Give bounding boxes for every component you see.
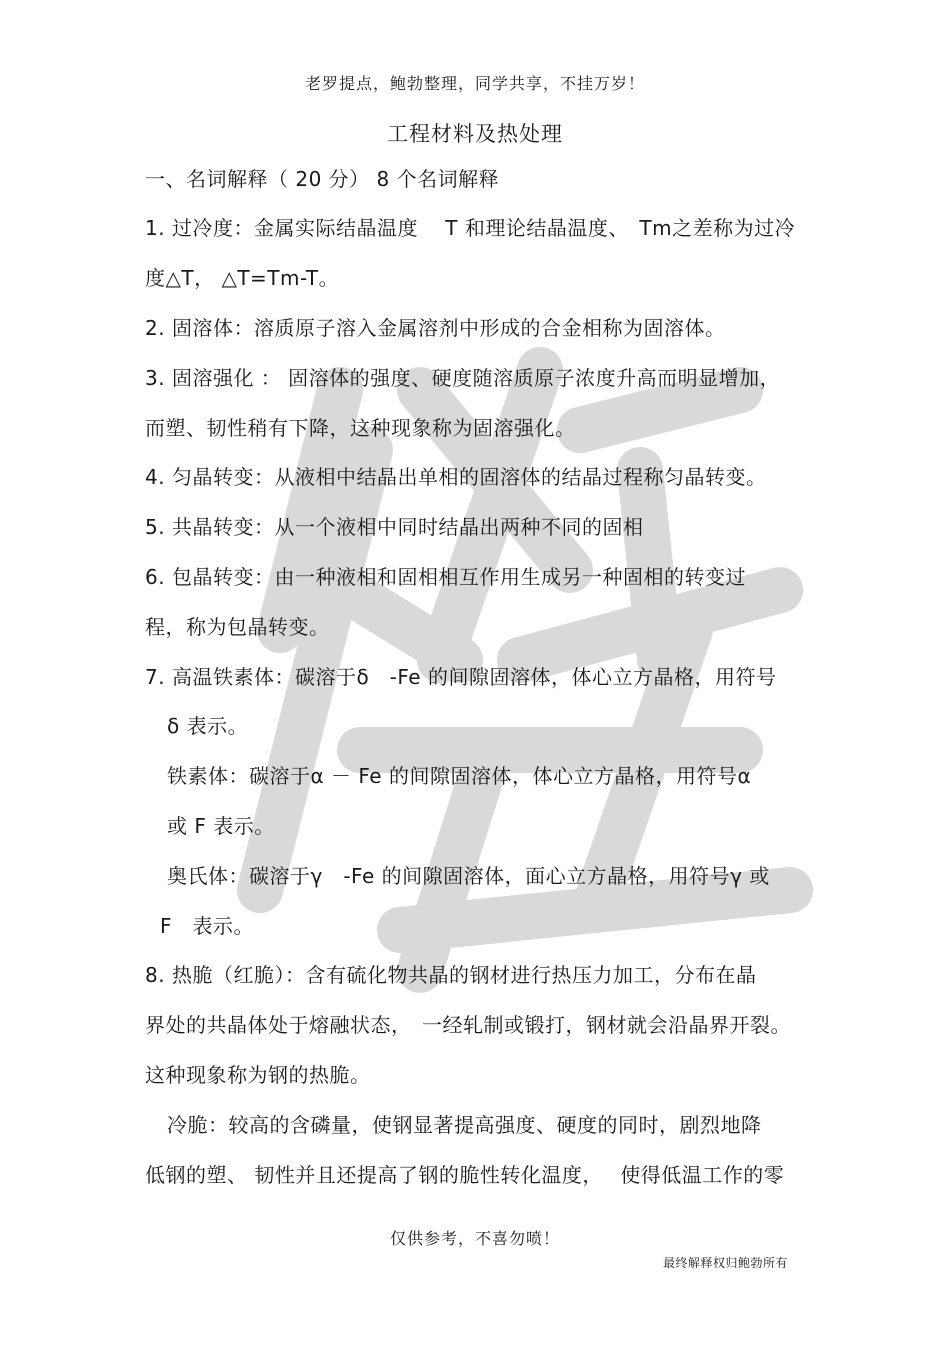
paragraph-line: 1. 过冷度：金属实际结晶温度 T 和理论结晶温度、 Tm之差称为过冷	[145, 216, 796, 240]
paragraph-line: 这种现象称为钢的热脆。	[145, 1063, 371, 1087]
section-heading: 一、名词解释（ 20 分） 8 个名词解释	[145, 167, 500, 191]
paragraph-line: 铁素体：碳溶于α － Fe 的间隙固溶体，体心立方晶格，用符号α	[167, 764, 752, 788]
document-title: 工程材料及热处理	[387, 122, 563, 146]
paragraph-line: 低钢的塑、 韧性并且还提高了钢的脆性转化温度， 使得低温工作的零	[145, 1163, 785, 1187]
paragraph-line: 8. 热脆（红脆）：含有硫化物共晶的钢材进行热压力加工，分布在晶	[145, 963, 757, 987]
paragraph-line: 2. 固溶体：溶质原子溶入金属溶剂中形成的合金相称为固溶体。	[145, 316, 726, 340]
header-note: 老罗提点，鲍勃整理，同学共享，不挂万岁！	[304, 74, 645, 93]
footer-copyright: 最终解释权归鲍勃所有	[663, 1256, 789, 1270]
paragraph-line: 4. 匀晶转变：从液相中结晶出单相的固溶体的结晶过程称匀晶转变。	[145, 465, 767, 489]
paragraph-line: 或 F 表示。	[167, 814, 275, 838]
paragraph-line: 6. 包晶转变：由一种液相和固相相互作用生成另一种固相的转变过	[145, 565, 746, 589]
paragraph-line: F 表示。	[160, 914, 255, 938]
paragraph-line: 而塑、韧性稍有下降，这种现象称为固溶强化。	[145, 416, 576, 440]
paragraph-line: 5. 共晶转变：从一个液相中同时结晶出两种不同的固相	[145, 515, 644, 539]
paragraph-line: 3. 固溶强化 ： 固溶体的强度、硬度随溶质原子浓度升高而明显增加，	[145, 366, 781, 390]
paragraph-line: 界处的共晶体处于熔融状态， 一经轧制或锻打，钢材就会沿晶界开裂。	[145, 1013, 791, 1037]
footer-note: 仅供参考，不喜勿喷！	[389, 1229, 560, 1248]
paragraph-line: 冷脆：较高的含磷量，使钢显著提高强度、硬度的同时，剧烈地降	[167, 1113, 762, 1137]
paragraph-line: 程，称为包晶转变。	[145, 615, 330, 639]
paragraph-line: 7. 高温铁素体：碳溶于δ -Fe 的间隙固溶体，体心立方晶格，用符号	[145, 665, 777, 689]
paragraph-line: δ 表示。	[167, 714, 249, 738]
paragraph-line: 奥氏体：碳溶于γ -Fe 的间隙固溶体，面心立方晶格，用符号γ 或	[167, 864, 770, 888]
paragraph-line: 度△T， △T=Tm-T。	[145, 266, 340, 290]
